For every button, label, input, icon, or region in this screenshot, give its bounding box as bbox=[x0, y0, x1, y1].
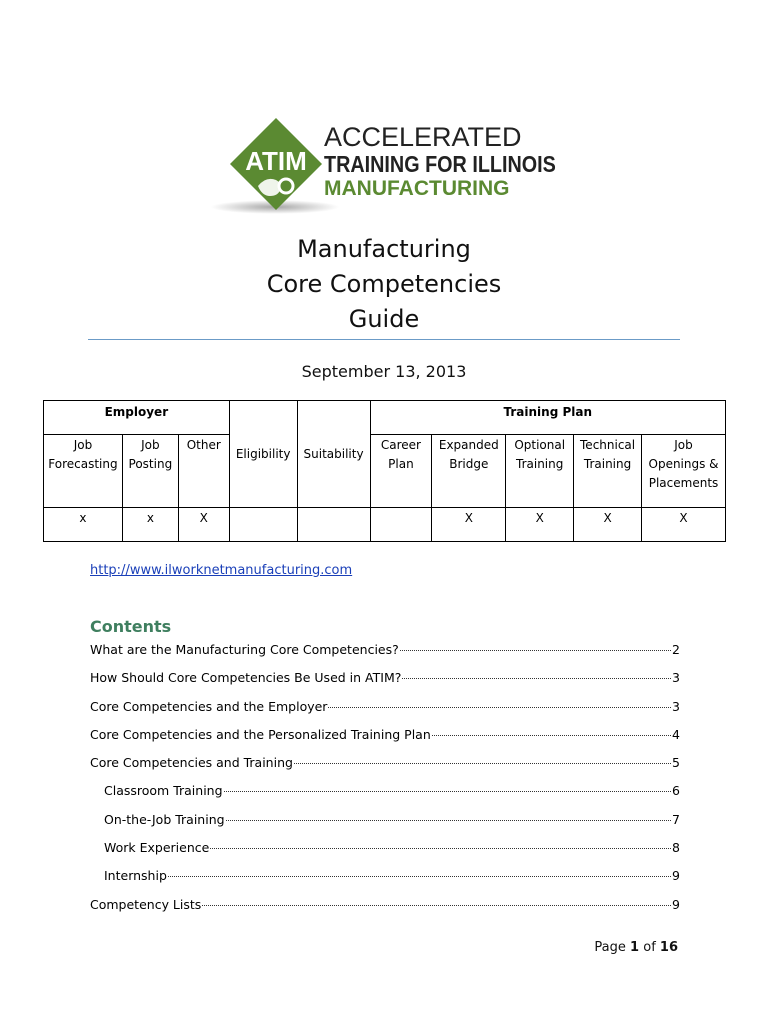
mark-technical-training: X bbox=[574, 508, 642, 542]
eligibility-header: Eligibility bbox=[229, 401, 297, 508]
toc-entry[interactable]: Core Competencies and Training 5 bbox=[90, 755, 680, 771]
col-job-posting: Job Posting bbox=[122, 435, 178, 508]
atim-diamond-icon bbox=[228, 116, 324, 212]
toc-entry[interactable]: What are the Manufacturing Core Competencies? 2 bbox=[90, 642, 680, 657]
mark-other: X bbox=[178, 508, 229, 542]
col-expanded-bridge: Expanded Bridge bbox=[432, 435, 506, 508]
toc-subentry[interactable]: Work Experience 8 bbox=[104, 840, 680, 856]
process-grid-table bbox=[43, 400, 726, 542]
logo-line-2: TRAINING FOR ILLINOIS bbox=[324, 151, 556, 177]
mark-career-plan bbox=[370, 508, 432, 542]
logo-badge-text: ATIM bbox=[245, 146, 307, 176]
page-number: Page 1 of 16 bbox=[594, 940, 678, 955]
logo-line-3: MANUFACTURING bbox=[324, 177, 510, 200]
col-career-plan: Career Plan bbox=[370, 435, 432, 508]
toc-entry[interactable]: How Should Core Competencies Be Used in ATIM? 3 bbox=[90, 670, 680, 686]
toc-entry[interactable]: Core Competencies and the Personalized Training Plan 4 bbox=[90, 726, 680, 742]
toc-subentry[interactable]: Classroom Training 6 bbox=[104, 783, 680, 799]
document-title bbox=[0, 232, 768, 337]
toc-entry[interactable]: Competency Lists 9 bbox=[90, 896, 680, 912]
title-line-3: Guide bbox=[348, 305, 420, 333]
col-job-forecasting: Job Forecasting bbox=[44, 435, 123, 508]
ilworknet-link[interactable]: http://www.ilworknetmanufacturing.com bbox=[90, 563, 353, 578]
col-other: Other bbox=[178, 435, 229, 508]
mark-job-openings: X bbox=[642, 508, 726, 542]
mark-optional-training: X bbox=[506, 508, 574, 542]
table-of-contents bbox=[90, 642, 680, 925]
employer-header: Employer bbox=[44, 401, 230, 435]
suitability-header: Suitability bbox=[297, 401, 370, 508]
document-date: September 13, 2013 bbox=[301, 362, 467, 381]
mark-eligibility bbox=[229, 508, 297, 542]
training-plan-header: Training Plan bbox=[370, 401, 725, 435]
logo-wordmark bbox=[324, 124, 594, 199]
col-job-openings: Job Openings & Placements bbox=[642, 435, 726, 508]
title-line-2: Core Competencies bbox=[266, 270, 502, 298]
toc-entry[interactable]: Core Competencies and the Employer 3 bbox=[90, 698, 680, 714]
mark-job-posting: x bbox=[122, 508, 178, 542]
mark-suitability bbox=[297, 508, 370, 542]
mark-expanded-bridge: X bbox=[432, 508, 506, 542]
title-divider bbox=[88, 339, 680, 340]
toc-subentry[interactable]: Internship 9 bbox=[104, 868, 680, 884]
contents-heading: Contents bbox=[90, 617, 172, 636]
col-technical-training: Technical Training bbox=[574, 435, 642, 508]
mark-job-forecasting: x bbox=[44, 508, 123, 542]
col-optional-training: Optional Training bbox=[506, 435, 574, 508]
logo-line-1: ACCELERATED bbox=[324, 122, 522, 152]
toc-subentry[interactable]: On-the-Job Training 7 bbox=[104, 811, 680, 827]
title-line-1: Manufacturing bbox=[297, 235, 471, 263]
atim-logo bbox=[200, 108, 560, 220]
